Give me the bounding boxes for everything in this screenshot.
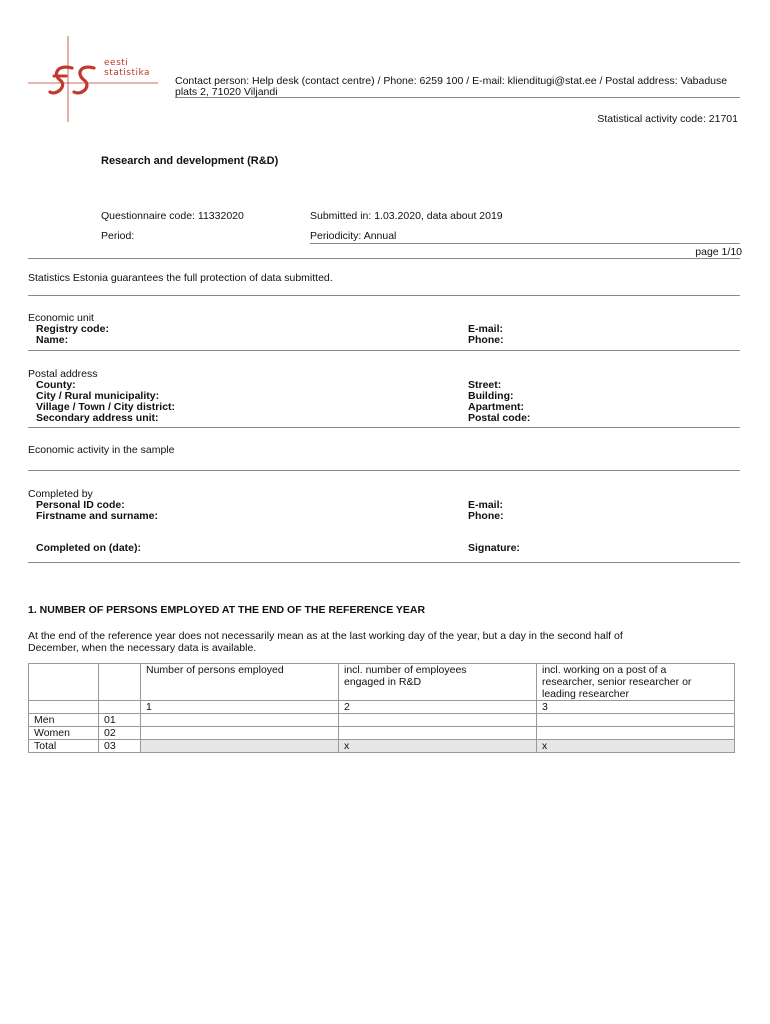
- county-label: County:: [36, 379, 76, 391]
- row-label: Women: [29, 727, 99, 740]
- colnum-2: 2: [339, 701, 537, 714]
- women-researcher-input[interactable]: [537, 727, 735, 740]
- colnum-empty-code: [99, 701, 141, 714]
- col2-header-line1: incl. number of employees: [344, 664, 467, 676]
- page-number: page 1/10: [695, 246, 742, 258]
- colnum-1: 1: [141, 701, 339, 714]
- table-header-row: [29, 664, 735, 701]
- colnum-empty-label: [29, 701, 99, 714]
- completed-date-label: Completed on (date):: [36, 542, 141, 554]
- section-divider-2: [28, 350, 740, 351]
- municipality-label: City / Rural municipality:: [36, 390, 160, 402]
- section-1-title: 1. NUMBER OF PERSONS EMPLOYED AT THE END OF THE REFERENCE YEAR: [28, 604, 426, 616]
- total-rd-cell: x: [339, 740, 537, 753]
- contact-line-1: Contact person: Help desk (contact centre) / Phone: 6259 100 / E-mail: klienditugi@stat.ee / Postal address: Vabaduse: [175, 75, 728, 87]
- men-researcher-input[interactable]: [537, 714, 735, 727]
- fullname-label: Firstname and surname:: [36, 510, 158, 522]
- completer-phone-label: Phone:: [468, 510, 504, 522]
- submitted-info: Submitted in: 1.03.2020, data about 2019: [310, 210, 503, 222]
- section-1-note-line2: December, when the necessary data is available.: [28, 642, 257, 654]
- postal-code-label: Postal code:: [468, 412, 531, 424]
- name-label: Name:: [36, 334, 69, 346]
- col3-header-line1: incl. working on a post of a: [542, 664, 667, 676]
- period-divider: [310, 243, 740, 244]
- section-divider-5: [28, 562, 740, 563]
- building-label: Building:: [468, 390, 514, 402]
- signature-label: Signature:: [468, 542, 520, 554]
- completer-email-label: E-mail:: [468, 499, 504, 511]
- column-number-row: [29, 701, 735, 714]
- section-divider-1: [28, 295, 740, 296]
- table-row-women: [29, 727, 735, 740]
- questionnaire-code: Questionnaire code: 11332020: [101, 210, 244, 222]
- unit-email-label: E-mail:: [468, 323, 504, 335]
- col2-header-line2: engaged in R&D: [344, 676, 422, 688]
- employees-table: [28, 663, 735, 753]
- economic-activity-heading: Economic activity in the sample: [28, 444, 175, 456]
- apartment-label: Apartment:: [468, 401, 525, 413]
- section-divider-4: [28, 470, 740, 471]
- personal-id-label: Personal ID code:: [36, 499, 125, 511]
- logo-text-line1: eesti: [104, 58, 129, 68]
- men-persons-input[interactable]: [141, 714, 339, 727]
- logo-mark-icon: [28, 36, 158, 122]
- secondary-address-label: Secondary address unit:: [36, 412, 159, 424]
- unit-phone-label: Phone:: [468, 334, 504, 346]
- period-label: Period:: [101, 230, 135, 242]
- postal-address-heading: Postal address: [28, 368, 98, 380]
- logo-text-line2: statistika: [104, 68, 151, 78]
- row-label: Total: [29, 740, 99, 753]
- page-divider: [28, 258, 740, 259]
- header-divider: [175, 97, 740, 98]
- colnum-3: 3: [537, 701, 735, 714]
- village-label: Village / Town / City district:: [36, 401, 176, 413]
- registry-code-label: Registry code:: [36, 323, 109, 335]
- col2-header: [339, 664, 537, 701]
- total-researcher-cell: x: [537, 740, 735, 753]
- women-persons-input[interactable]: [141, 727, 339, 740]
- col3-header: [537, 664, 735, 701]
- table-row-total: [29, 740, 735, 753]
- contact-line-2: plats 2, 71020 Viljandi: [175, 86, 278, 98]
- row-label: Men: [29, 714, 99, 727]
- completed-by-heading: Completed by: [28, 488, 93, 500]
- section-1-note-line1: At the end of the reference year does not necessarily mean as at the last working day of the year, but a day in the second half of: [28, 630, 623, 642]
- periodicity: Periodicity: Annual: [310, 230, 397, 242]
- statistics-estonia-logo: [28, 36, 158, 122]
- col1-header: [141, 664, 339, 701]
- row-code: 03: [99, 740, 141, 753]
- section-divider-3: [28, 427, 740, 428]
- data-protection-note: Statistics Estonia guarantees the full protection of data submitted.: [28, 272, 333, 284]
- row-code: 01: [99, 714, 141, 727]
- economic-unit-heading: Economic unit: [28, 312, 94, 324]
- row-code: 02: [99, 727, 141, 740]
- street-label: Street:: [468, 379, 502, 391]
- total-persons-cell: [141, 740, 339, 753]
- col3-header-line3: leading researcher: [542, 688, 629, 700]
- header-empty-cell: [29, 664, 99, 701]
- col3-header-line2: researcher, senior researcher or: [542, 676, 692, 688]
- survey-title: Research and development (R&D): [101, 155, 279, 167]
- men-rd-input[interactable]: [339, 714, 537, 727]
- women-rd-input[interactable]: [339, 727, 537, 740]
- col1-header-text: Number of persons employed: [146, 664, 284, 676]
- table-row-men: [29, 714, 735, 727]
- statistical-activity-code: Statistical activity code: 21701: [597, 113, 738, 125]
- header-code-cell: [99, 664, 141, 701]
